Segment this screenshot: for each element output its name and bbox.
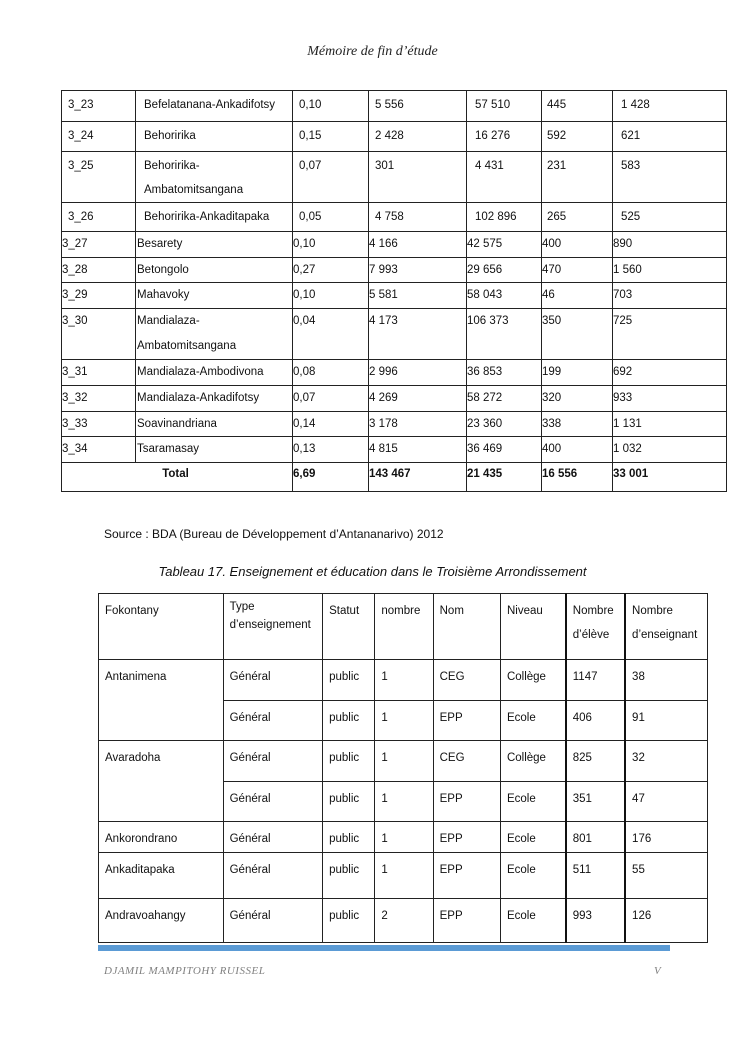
table-cell: 3_32 (62, 386, 136, 412)
population-table (61, 90, 727, 492)
table-row (99, 741, 708, 782)
table-cell: EPP (433, 899, 500, 943)
header-line: d’enseignement (229, 619, 311, 631)
table-cell: 993 (566, 899, 625, 943)
table-cell: 2 428 (369, 122, 467, 152)
table-cell: CEG (433, 660, 500, 701)
table-cell: 46 (542, 283, 613, 309)
table-cell: Behoririka (136, 122, 293, 152)
table-cell: 933 (613, 386, 727, 412)
table-row (62, 283, 727, 309)
table-cell: 38 (625, 660, 707, 701)
fokontany-cell: Ankorondrano (99, 822, 224, 853)
table-cell: Mandialaza-Ankadifotsy (136, 386, 293, 412)
header-cell (566, 594, 625, 660)
table-cell: 0,07 (293, 386, 369, 412)
table-cell: 47 (625, 782, 707, 822)
table-cell: 16 276 (467, 122, 542, 152)
table-cell: Général (223, 741, 322, 782)
table-cell: Soavinandriana (136, 412, 293, 437)
table-cell: 470 (542, 258, 613, 283)
total-label: Total (62, 463, 293, 492)
table-cell: 231 (542, 152, 613, 203)
table-row (99, 822, 708, 853)
table-cell: Ecole (500, 701, 565, 741)
table-cell: 3_27 (62, 232, 136, 258)
table-cell: EPP (433, 782, 500, 822)
table-cell: 143 467 (369, 463, 467, 492)
table-cell: 0,14 (293, 412, 369, 437)
table-cell: 16 556 (542, 463, 613, 492)
table-row (62, 412, 727, 437)
table-cell: 400 (542, 437, 613, 463)
table-cell: 725 (613, 309, 727, 360)
table-cell: Général (223, 822, 322, 853)
total-row (62, 463, 727, 492)
table-cell: 0,10 (293, 232, 369, 258)
table-cell: Ecole (500, 899, 565, 943)
header-cell: Fokontany (99, 594, 224, 660)
table-cell: 4 758 (369, 203, 467, 232)
table-cell: 2 (375, 899, 433, 943)
table-cell: 3 178 (369, 412, 467, 437)
table-cell: 176 (625, 822, 707, 853)
table-cell: Général (223, 701, 322, 741)
table-cell: 58 272 (467, 386, 542, 412)
cell-line: Behoririka- (144, 160, 200, 172)
table-cell: Collège (500, 660, 565, 701)
table-cell: 1 (375, 782, 433, 822)
table-cell: EPP (433, 701, 500, 741)
table-cell: 0,04 (293, 309, 369, 360)
table-cell: Général (223, 782, 322, 822)
table-cell: Mahavoky (136, 283, 293, 309)
table-cell: public (323, 741, 375, 782)
header-line: Type (229, 601, 255, 613)
table-cell: 3_23 (62, 91, 136, 122)
table-cell: 351 (566, 782, 625, 822)
table-row (62, 232, 727, 258)
table-cell: 1 032 (613, 437, 727, 463)
table-cell: 1 (375, 822, 433, 853)
footer-divider (98, 945, 670, 951)
page-number: V (654, 965, 661, 977)
table-cell: 3_28 (62, 258, 136, 283)
table-cell: 320 (542, 386, 613, 412)
table-cell: 1 560 (613, 258, 727, 283)
table-cell: 6,69 (293, 463, 369, 492)
table-row (62, 309, 727, 360)
header-cell: Nom (433, 594, 500, 660)
table-cell: 445 (542, 91, 613, 122)
table-cell (136, 152, 293, 203)
table-cell: 3_26 (62, 203, 136, 232)
fokontany-cell: Ankaditapaka (99, 853, 224, 899)
table-row (99, 853, 708, 899)
table-cell: 890 (613, 232, 727, 258)
table-cell: 801 (566, 822, 625, 853)
table-cell: 36 469 (467, 437, 542, 463)
table-cell: Collège (500, 741, 565, 782)
table-cell: 1 (375, 741, 433, 782)
table-cell: 7 993 (369, 258, 467, 283)
table-cell: 21 435 (467, 463, 542, 492)
fokontany-cell: Andravoahangy (99, 899, 224, 943)
table-cell: CEG (433, 741, 500, 782)
header-cell (223, 594, 322, 660)
table-cell: 102 896 (467, 203, 542, 232)
table-cell: Betongolo (136, 258, 293, 283)
table-cell: 1 428 (613, 91, 727, 122)
table-cell: 32 (625, 741, 707, 782)
table-cell: 692 (613, 360, 727, 386)
header-line: Nombre (632, 605, 673, 617)
table-row (99, 660, 708, 701)
education-table (98, 593, 708, 943)
table-cell: 5 556 (369, 91, 467, 122)
table-header-row (99, 594, 708, 660)
table-cell: 3_24 (62, 122, 136, 152)
table-cell: 0,10 (293, 91, 369, 122)
cell-line: Mandialaza- (137, 315, 200, 327)
table-cell: Général (223, 660, 322, 701)
table-cell: 350 (542, 309, 613, 360)
table-cell: 58 043 (467, 283, 542, 309)
table-cell: 0,07 (293, 152, 369, 203)
table-cell: 5 581 (369, 283, 467, 309)
table-cell: 265 (542, 203, 613, 232)
table-cell: 1 (375, 660, 433, 701)
cell-line: Ambatomitsangana (144, 184, 244, 196)
table-cell: 0,15 (293, 122, 369, 152)
table-cell: public (323, 660, 375, 701)
table-cell: 36 853 (467, 360, 542, 386)
table-cell: 3_34 (62, 437, 136, 463)
table-row (62, 437, 727, 463)
table-cell: 583 (613, 152, 727, 203)
table-cell: public (323, 899, 375, 943)
table-cell: 126 (625, 899, 707, 943)
table-cell: Behoririka-Ankaditapaka (136, 203, 293, 232)
table-cell: public (323, 853, 375, 899)
table-cell: Ecole (500, 822, 565, 853)
table-cell: 91 (625, 701, 707, 741)
table-cell: 3_30 (62, 309, 136, 360)
table-cell: 0,10 (293, 283, 369, 309)
table-cell: 0,27 (293, 258, 369, 283)
header-cell: Statut (323, 594, 375, 660)
table-row (62, 152, 727, 203)
page-header: Mémoire de fin d’étude (307, 44, 438, 59)
table-cell: 3_33 (62, 412, 136, 437)
table-cell: 825 (566, 741, 625, 782)
table-cell: 3_29 (62, 283, 136, 309)
table-cell: public (323, 782, 375, 822)
table-row (99, 899, 708, 943)
table-cell: Ecole (500, 853, 565, 899)
header-cell: Niveau (500, 594, 565, 660)
fokontany-cell: Avaradoha (99, 741, 224, 822)
table-cell: 703 (613, 283, 727, 309)
cell-line: Ambatomitsangana (137, 340, 237, 352)
table-cell: 3_25 (62, 152, 136, 203)
table-cell: Mandialaza-Ambodivona (136, 360, 293, 386)
table-row (62, 258, 727, 283)
table-cell: EPP (433, 853, 500, 899)
table-cell: 3_31 (62, 360, 136, 386)
header-cell: nombre (375, 594, 433, 660)
table-cell: 400 (542, 232, 613, 258)
table-cell: 301 (369, 152, 467, 203)
table-cell: 592 (542, 122, 613, 152)
table-cell: 42 575 (467, 232, 542, 258)
table-cell: 57 510 (467, 91, 542, 122)
table-cell: 1 (375, 853, 433, 899)
table-row (62, 386, 727, 412)
table-cell: Tsaramasay (136, 437, 293, 463)
table-cell: Befelatanana-Ankadifotsy (136, 91, 293, 122)
table-row (62, 122, 727, 152)
table-cell: EPP (433, 822, 500, 853)
table-cell: 406 (566, 701, 625, 741)
table-cell: 0,08 (293, 360, 369, 386)
fokontany-cell: Antanimena (99, 660, 224, 741)
table-cell (136, 309, 293, 360)
table-cell: 0,05 (293, 203, 369, 232)
table-row (62, 203, 727, 232)
table-cell: 1 (375, 701, 433, 741)
header-cell (625, 594, 707, 660)
table-cell: 338 (542, 412, 613, 437)
table-cell: 4 166 (369, 232, 467, 258)
footer-author: DJAMIL MAMPITOHY RUISSEL (104, 965, 266, 977)
table-cell: 1147 (566, 660, 625, 701)
table-cell: 199 (542, 360, 613, 386)
table-cell: 4 815 (369, 437, 467, 463)
table-cell: 2 996 (369, 360, 467, 386)
table-row (62, 91, 727, 122)
header-line: d’enseignant (632, 629, 698, 641)
table-cell: Général (223, 853, 322, 899)
table-cell: 511 (566, 853, 625, 899)
table-cell: 0,13 (293, 437, 369, 463)
source-note: Source : BDA (Bureau de Développement d’Antananarivo) 2012 (104, 527, 444, 541)
table-cell: 29 656 (467, 258, 542, 283)
table-cell: 4 173 (369, 309, 467, 360)
table-cell: 525 (613, 203, 727, 232)
table-row (62, 360, 727, 386)
table-caption: Tableau 17. Enseignement et éducation dans le Troisième Arrondissement (158, 564, 587, 579)
table-cell: 4 431 (467, 152, 542, 203)
table-cell: public (323, 701, 375, 741)
table-cell: 33 001 (613, 463, 727, 492)
table-cell: 23 360 (467, 412, 542, 437)
table-cell: 55 (625, 853, 707, 899)
table-cell: Ecole (500, 782, 565, 822)
table-cell: Général (223, 899, 322, 943)
table-cell: 4 269 (369, 386, 467, 412)
header-line: Nombre (572, 605, 614, 617)
header-line: d’élève (572, 629, 610, 641)
table-cell: public (323, 822, 375, 853)
table-cell: 106 373 (467, 309, 542, 360)
table-cell: Besarety (136, 232, 293, 258)
table-cell: 1 131 (613, 412, 727, 437)
table-cell: 621 (613, 122, 727, 152)
